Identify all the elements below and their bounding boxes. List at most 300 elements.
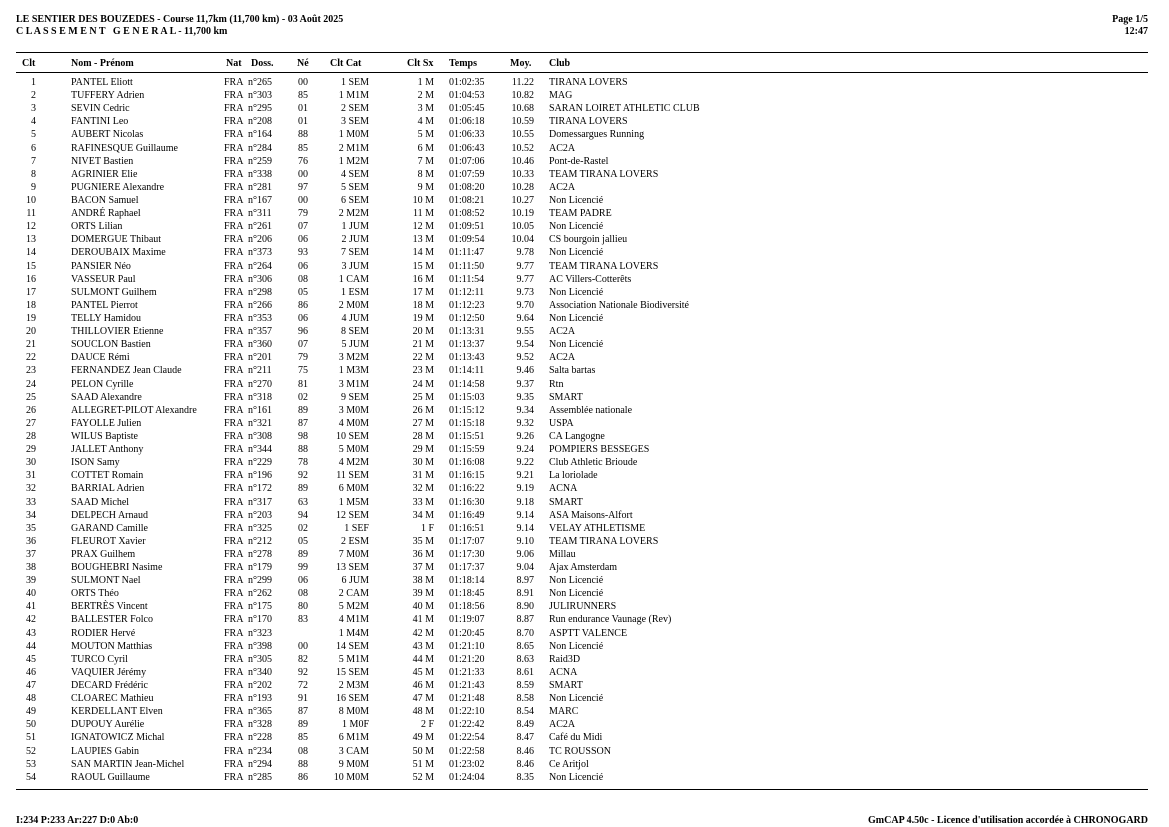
time-cell: 01:15:03 [449, 391, 485, 403]
cat-rank-cell: 1 M1M [338, 90, 369, 102]
cat-rank-cell: 6 SEM [340, 194, 369, 206]
rank-cell: 5 [31, 129, 36, 141]
club-cell: AC2A [549, 142, 576, 154]
born-cell: 63 [298, 496, 308, 508]
club-cell: Non Licencié [549, 640, 604, 652]
cat-rank-cell: 2 M3M [338, 680, 369, 692]
bib-cell: n°270 [248, 378, 272, 390]
name-cell: FERNANDEZ Jean Claude [71, 365, 182, 377]
time-cell: 01:17:30 [449, 548, 485, 560]
table-row [0, 391, 1169, 404]
club-cell: ACNA [549, 666, 578, 678]
sex-rank-cell: 52 M [412, 771, 434, 783]
name-cell: FAYOLLE Julien [71, 417, 142, 429]
sex-rank-cell: 36 M [412, 548, 434, 560]
club-cell: USPA [549, 417, 574, 429]
rank-cell: 40 [26, 588, 36, 600]
bib-cell: n°323 [248, 627, 272, 639]
born-cell: 92 [298, 470, 308, 482]
sex-rank-cell: 1 M [417, 77, 434, 88]
sex-rank-cell: 3 M [417, 103, 434, 115]
club-cell: Non Licencié [549, 312, 604, 324]
name-cell: ANDRÉ Raphael [71, 208, 141, 220]
rank-cell: 41 [26, 601, 36, 613]
rank-cell: 51 [26, 732, 36, 744]
nat-cell: FRA [224, 247, 244, 259]
bib-cell: n°259 [248, 155, 272, 167]
name-cell: TUFFERY Adrien [71, 90, 145, 102]
nat-cell: FRA [224, 404, 244, 416]
nat-cell: FRA [224, 693, 244, 705]
club-cell: Salta bartas [549, 365, 596, 377]
speed-cell: 10.55 [511, 129, 534, 141]
sex-rank-cell: 31 M [412, 470, 434, 482]
born-cell: 01 [298, 103, 308, 115]
nat-cell: FRA [224, 522, 244, 534]
club-cell: MAG [549, 90, 573, 102]
speed-cell: 9.35 [516, 391, 534, 403]
rank-cell: 30 [26, 457, 36, 469]
bib-cell: n°303 [248, 90, 272, 102]
born-cell: 99 [298, 562, 308, 574]
bib-cell: n°201 [248, 352, 272, 364]
table-row [0, 666, 1169, 679]
speed-cell: 9.52 [516, 352, 534, 364]
table-row [0, 417, 1169, 430]
speed-cell: 8.35 [516, 771, 534, 783]
cat-rank-cell: 2 M0M [338, 299, 369, 311]
club-cell: AC2A [549, 719, 576, 731]
sex-rank-cell: 30 M [412, 457, 434, 469]
sex-rank-cell: 33 M [412, 496, 434, 508]
bib-cell: n°365 [248, 706, 272, 718]
speed-cell: 8.54 [516, 706, 534, 718]
table-row [0, 627, 1169, 640]
time-cell: 01:14:58 [449, 378, 485, 390]
sex-rank-cell: 46 M [412, 680, 434, 692]
col-born: Né [297, 58, 309, 69]
cat-rank-cell: 7 M0M [338, 548, 369, 560]
speed-cell: 8.47 [516, 732, 534, 744]
name-cell: TURCO Cyril [71, 653, 128, 665]
club-cell: Ce Aritjol [549, 758, 589, 770]
born-cell: 80 [298, 601, 308, 613]
nat-cell: FRA [224, 142, 244, 154]
sex-rank-cell: 11 M [412, 208, 434, 220]
time-cell: 01:22:58 [449, 745, 485, 757]
club-cell: VELAY ATHLETISME [549, 522, 646, 534]
nat-cell: FRA [224, 417, 244, 429]
table-row [0, 653, 1169, 666]
time-cell: 01:13:43 [449, 352, 485, 364]
col-nat: Nat [226, 58, 242, 69]
time-cell: 01:06:43 [449, 142, 485, 154]
sex-rank-cell: 44 M [412, 653, 434, 665]
table-row [0, 378, 1169, 391]
sex-rank-cell: 4 M [417, 116, 434, 128]
name-cell: BACON Samuel [71, 194, 139, 206]
nat-cell: FRA [224, 601, 244, 613]
born-cell: 89 [298, 483, 308, 495]
club-cell: AC Villers-Cotterêts [549, 273, 632, 285]
speed-cell: 8.58 [516, 693, 534, 705]
name-cell: ORTS Théo [71, 588, 119, 600]
table-row [0, 220, 1169, 233]
born-cell: 87 [298, 706, 308, 718]
cat-rank-cell: 10 M0M [333, 771, 369, 783]
club-cell: MARC [549, 706, 579, 718]
table-row [0, 561, 1169, 574]
race-title: LE SENTIER DES BOUZEDES - Course 11,7km (11,700 km) - 03 Août 2025 [16, 14, 344, 25]
nat-cell: FRA [224, 430, 244, 442]
name-cell: WILUS Baptiste [71, 430, 138, 442]
sex-rank-cell: 2 F [420, 719, 434, 731]
bib-cell: n°179 [248, 562, 272, 574]
cat-rank-cell: 5 M2M [338, 601, 369, 613]
sex-rank-cell: 40 M [412, 601, 434, 613]
time-cell: 01:23:02 [449, 758, 485, 770]
speed-cell: 8.70 [516, 627, 534, 639]
cat-rank-cell: 11 SEM [336, 470, 369, 482]
nat-cell: FRA [224, 155, 244, 167]
bib-cell: n°203 [248, 509, 272, 521]
table-row [0, 640, 1169, 653]
time-cell: 01:17:07 [449, 535, 485, 547]
sex-rank-cell: 20 M [412, 326, 434, 338]
sex-rank-cell: 19 M [412, 312, 434, 324]
born-cell: 07 [298, 339, 308, 351]
cat-rank-cell: 1 M4M [338, 627, 369, 639]
time-cell: 01:15:18 [449, 417, 485, 429]
footer-license: GmCAP 4.50c - Licence d'utilisation accordée à CHRONOGARD [868, 815, 1148, 826]
table-row [0, 600, 1169, 613]
bib-cell: n°196 [248, 470, 272, 482]
sex-rank-cell: 21 M [412, 339, 434, 351]
cat-rank-cell: 16 SEM [335, 693, 369, 705]
bib-cell: n°172 [248, 483, 272, 495]
born-cell: 06 [298, 260, 308, 272]
speed-cell: 10.19 [511, 208, 534, 220]
bib-cell: n°208 [248, 116, 272, 128]
rank-cell: 1 [31, 77, 36, 88]
rank-cell: 7 [31, 155, 36, 167]
born-cell: 00 [298, 77, 308, 88]
club-cell: Non Licencié [549, 575, 604, 587]
name-cell: KERDELLANT Elven [71, 706, 163, 718]
time-cell: 01:21:10 [449, 640, 485, 652]
nat-cell: FRA [224, 339, 244, 351]
time-cell: 01:16:08 [449, 457, 485, 469]
bib-cell: n°305 [248, 653, 272, 665]
sex-rank-cell: 50 M [412, 745, 434, 757]
speed-cell: 9.32 [516, 417, 534, 429]
table-row [0, 443, 1169, 456]
sex-rank-cell: 26 M [412, 404, 434, 416]
name-cell: SOUCLON Bastien [71, 339, 151, 351]
nat-cell: FRA [224, 90, 244, 102]
club-cell: SMART [549, 680, 583, 692]
nat-cell: FRA [224, 208, 244, 220]
nat-cell: FRA [224, 562, 244, 574]
time-cell: 01:08:52 [449, 208, 485, 220]
speed-cell: 10.59 [511, 116, 534, 128]
table-row [0, 260, 1169, 273]
bib-cell: n°294 [248, 758, 272, 770]
bib-cell: n°321 [248, 417, 272, 429]
club-cell: SMART [549, 496, 583, 508]
page-number: Page 1/5 [1112, 14, 1148, 25]
name-cell: PRAX Guilhem [71, 548, 136, 560]
time-cell: 01:21:43 [449, 680, 485, 692]
sex-rank-cell: 29 M [412, 444, 434, 456]
born-cell: 00 [298, 168, 308, 180]
name-cell: RAFINESQUE Guillaume [71, 142, 178, 154]
nat-cell: FRA [224, 181, 244, 193]
table-row [0, 351, 1169, 364]
born-cell: 87 [298, 417, 308, 429]
club-cell: Non Licencié [549, 221, 604, 233]
club-cell: Millau [549, 548, 576, 560]
born-cell: 85 [298, 732, 308, 744]
nat-cell: FRA [224, 391, 244, 403]
rank-cell: 12 [26, 221, 36, 233]
table-row [0, 430, 1169, 443]
speed-cell: 10.27 [511, 194, 534, 206]
table-row [0, 273, 1169, 286]
born-cell: 05 [298, 535, 308, 547]
nat-cell: FRA [224, 719, 244, 731]
born-cell: 88 [298, 129, 308, 141]
club-cell: Domessargues Running [549, 129, 645, 141]
nat-cell: FRA [224, 273, 244, 285]
speed-cell: 8.87 [516, 614, 534, 626]
bib-cell: n°325 [248, 522, 272, 534]
born-cell: 86 [298, 771, 308, 783]
name-cell: DOMERGUE Thibaut [71, 234, 162, 246]
speed-cell: 8.91 [516, 588, 534, 600]
header-bottom-rule [16, 72, 1148, 73]
nat-cell: FRA [224, 234, 244, 246]
sex-rank-cell: 45 M [412, 666, 434, 678]
bib-cell: n°338 [248, 168, 272, 180]
club-cell: Non Licencié [549, 339, 604, 351]
bib-cell: n°211 [248, 365, 272, 377]
bib-cell: n°265 [248, 77, 272, 88]
speed-cell: 9.24 [516, 444, 534, 456]
cat-rank-cell: 6 JUM [341, 575, 369, 587]
born-cell: 06 [298, 234, 308, 246]
name-cell: DEROUBAIX Maxime [71, 247, 166, 259]
sex-rank-cell: 5 M [417, 129, 434, 141]
rank-cell: 2 [31, 90, 36, 102]
table-row [0, 548, 1169, 561]
rank-cell: 3 [31, 103, 36, 115]
time-cell: 01:16:51 [449, 522, 485, 534]
club-cell: Ajax Amsterdam [549, 562, 618, 574]
time-cell: 01:15:51 [449, 430, 485, 442]
speed-cell: 9.78 [516, 247, 534, 259]
cat-rank-cell: 3 M1M [338, 378, 369, 390]
bib-cell: n°167 [248, 194, 272, 206]
nat-cell: FRA [224, 312, 244, 324]
nat-cell: FRA [224, 588, 244, 600]
cat-rank-cell: 3 CAM [338, 745, 369, 757]
speed-cell: 11.22 [511, 77, 534, 88]
rank-cell: 18 [26, 299, 36, 311]
time-cell: 01:24:04 [449, 771, 485, 783]
name-cell: SULMONT Guilhem [71, 286, 157, 298]
table-row [0, 246, 1169, 259]
born-cell: 89 [298, 548, 308, 560]
rank-cell: 52 [26, 745, 36, 757]
born-cell: 00 [298, 640, 308, 652]
speed-cell: 9.54 [516, 339, 534, 351]
rank-cell: 23 [26, 365, 36, 377]
bib-cell: n°278 [248, 548, 272, 560]
table-row [0, 286, 1169, 299]
speed-cell: 9.06 [516, 548, 534, 560]
sex-rank-cell: 35 M [412, 535, 434, 547]
bib-cell: n°318 [248, 391, 272, 403]
sex-rank-cell: 25 M [412, 391, 434, 403]
speed-cell: 8.46 [516, 758, 534, 770]
sex-rank-cell: 7 M [417, 155, 434, 167]
club-cell: ASA Maisons-Alfort [549, 509, 633, 521]
club-cell: TC ROUSSON [549, 745, 611, 757]
cat-rank-cell: 5 M1M [338, 653, 369, 665]
name-cell: BOUGHEBRI Nasime [71, 562, 163, 574]
rank-cell: 36 [26, 535, 36, 547]
bib-cell: n°175 [248, 601, 272, 613]
rank-cell: 54 [26, 771, 36, 783]
speed-cell: 8.90 [516, 601, 534, 613]
nat-cell: FRA [224, 483, 244, 495]
rank-cell: 53 [26, 758, 36, 770]
born-cell: 08 [298, 588, 308, 600]
club-cell: TEAM TIRANA LOVERS [549, 168, 659, 180]
club-cell: CS bourgoin jallieu [549, 234, 628, 246]
time-cell: 01:22:42 [449, 719, 485, 731]
nat-cell: FRA [224, 706, 244, 718]
col-club: Club [549, 58, 571, 69]
name-cell: JALLET Anthony [71, 444, 144, 456]
sex-rank-cell: 18 M [412, 299, 434, 311]
time-cell: 01:18:14 [449, 575, 485, 587]
club-cell: Club Athletic Brioude [549, 457, 638, 469]
sex-rank-cell: 16 M [412, 273, 434, 285]
bib-cell: n°266 [248, 299, 272, 311]
speed-cell: 10.28 [511, 181, 534, 193]
name-cell: SAN MARTIN Jean-Michel [71, 758, 185, 770]
cat-rank-cell: 2 M2M [338, 208, 369, 220]
header-top-rule [16, 52, 1148, 53]
cat-rank-cell: 1 M0M [338, 129, 369, 141]
nat-cell: FRA [224, 77, 244, 88]
bib-cell: n°298 [248, 286, 272, 298]
club-cell: Non Licencié [549, 693, 604, 705]
born-cell: 89 [298, 404, 308, 416]
name-cell: THILLOVIER Etienne [71, 326, 164, 338]
rank-cell: 49 [26, 706, 36, 718]
cat-rank-cell: 1 M0F [342, 719, 369, 731]
name-cell: DELPECH Arnaud [71, 509, 148, 521]
born-cell: 79 [298, 352, 308, 364]
table-row [0, 679, 1169, 692]
bib-cell: n°229 [248, 457, 272, 469]
born-cell: 02 [298, 522, 308, 534]
time-cell: 01:02:35 [449, 77, 485, 88]
name-cell: CLOAREC Mathieu [71, 693, 154, 705]
rank-cell: 47 [26, 680, 36, 692]
cat-rank-cell: 1 JUM [341, 221, 369, 233]
time-cell: 01:07:06 [449, 155, 485, 167]
table-row [0, 312, 1169, 325]
name-cell: AGRINIER Elie [71, 168, 138, 180]
rank-cell: 31 [26, 470, 36, 482]
born-cell: 78 [298, 457, 308, 469]
cat-rank-cell: 1 M2M [338, 155, 369, 167]
table-row [0, 194, 1169, 207]
nat-cell: FRA [224, 221, 244, 233]
born-cell: 83 [298, 614, 308, 626]
speed-cell: 9.70 [516, 299, 534, 311]
table-row [0, 509, 1169, 522]
name-cell: VASSEUR Paul [71, 273, 136, 285]
born-cell: 01 [298, 116, 308, 128]
sex-rank-cell: 12 M [412, 221, 434, 233]
born-cell: 06 [298, 312, 308, 324]
nat-cell: FRA [224, 326, 244, 338]
time-cell: 01:21:20 [449, 653, 485, 665]
name-cell: DAUCE Rémi [71, 352, 130, 364]
cat-rank-cell: 13 SEM [335, 562, 369, 574]
time-cell: 01:18:56 [449, 601, 485, 613]
sex-rank-cell: 47 M [412, 693, 434, 705]
col-clt: Clt [22, 58, 36, 69]
born-cell: 93 [298, 247, 308, 259]
club-cell: Non Licencié [549, 771, 604, 783]
bib-cell: n°170 [248, 614, 272, 626]
cat-rank-cell: 7 SEM [340, 247, 369, 259]
time-cell: 01:21:33 [449, 666, 485, 678]
born-cell: 92 [298, 666, 308, 678]
time-cell: 01:05:45 [449, 103, 485, 115]
speed-cell: 9.55 [516, 326, 534, 338]
bib-cell: n°264 [248, 260, 272, 272]
nat-cell: FRA [224, 352, 244, 364]
sex-rank-cell: 49 M [412, 732, 434, 744]
speed-cell: 9.77 [516, 260, 534, 272]
bib-cell: n°262 [248, 588, 272, 600]
time-cell: 01:12:23 [449, 299, 485, 311]
nat-cell: FRA [224, 168, 244, 180]
time-cell: 01:06:18 [449, 116, 485, 128]
rank-cell: 24 [26, 378, 36, 390]
rank-cell: 37 [26, 548, 36, 560]
rank-cell: 28 [26, 430, 36, 442]
born-cell: 94 [298, 509, 308, 521]
club-cell: Raid3D [549, 653, 581, 665]
nat-cell: FRA [224, 286, 244, 298]
rank-cell: 11 [26, 208, 36, 220]
table-row [0, 587, 1169, 600]
cat-rank-cell: 2 SEM [340, 103, 369, 115]
speed-cell: 8.49 [516, 719, 534, 731]
time-cell: 01:11:50 [449, 260, 485, 272]
rank-cell: 16 [26, 273, 36, 285]
club-cell: SMART [549, 391, 583, 403]
cat-rank-cell: 4 M1M [338, 614, 369, 626]
